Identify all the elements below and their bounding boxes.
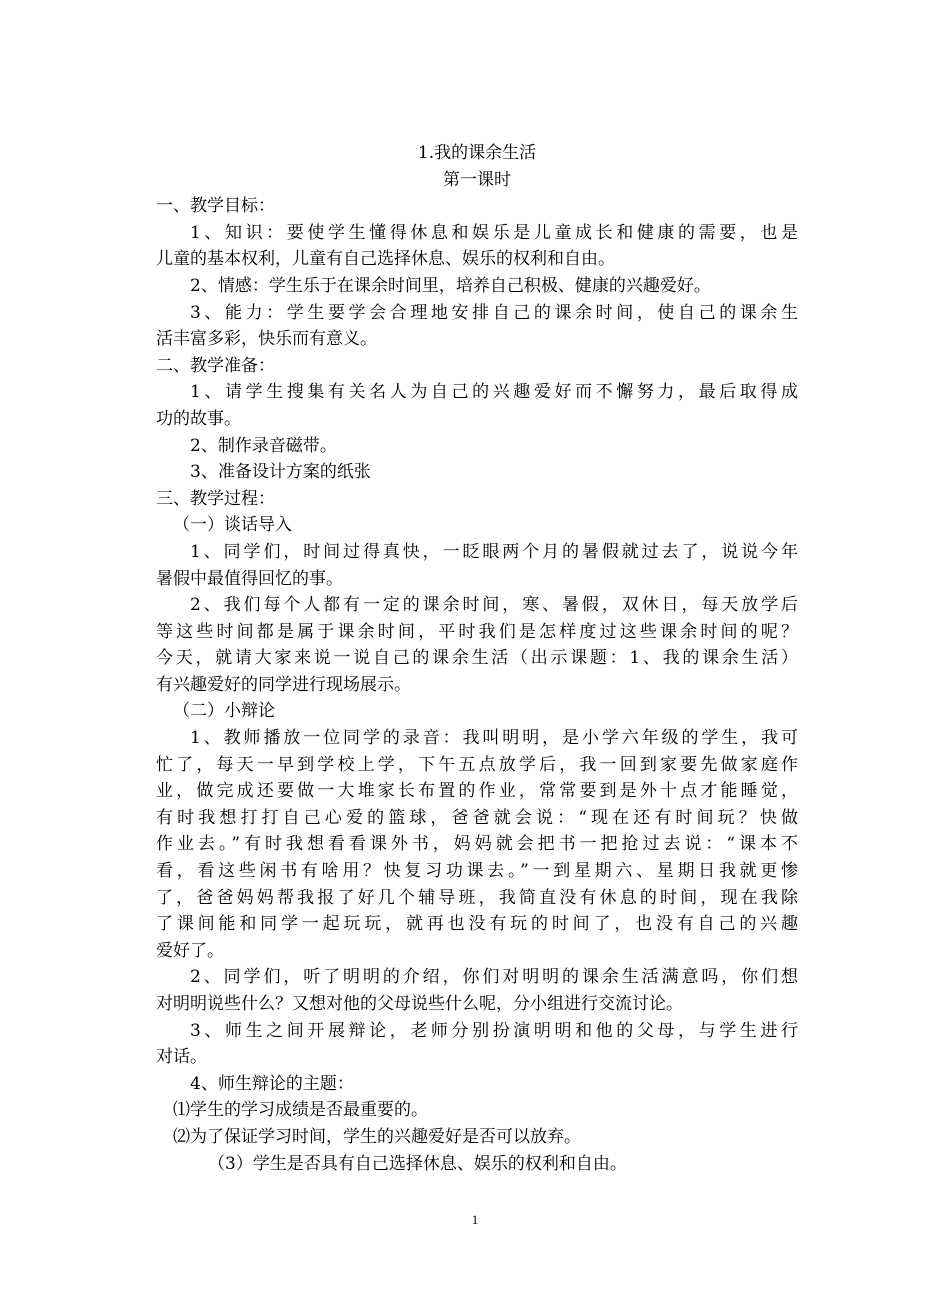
paragraph-line: 儿童的基本权利，儿童有自己选择休息、娱乐的权利和自由。 — [156, 249, 615, 270]
paragraph-line: 3、师生之间开展辩论，老师分别扮演明明和他的父母，与学生进行 — [190, 1020, 798, 1041]
paragraph-line: 有时我想打打自己心爱的篮球，爸爸就会说：“现在还有时间玩？快做 — [156, 807, 798, 828]
paragraph-line: 作业去。”有时我想看看课外书，妈妈就会把书一把抢过去说：“课本不 — [156, 834, 798, 855]
paragraph-line: 对明明说些什么？又想对他的父母说些什么呢，分小组进行交流讨论。 — [156, 994, 683, 1014]
document-subtitle: 第一课时 — [443, 169, 511, 190]
paragraph-line: 3、能力：学生要学会合理地安排自己的课余时间，使自己的课余生 — [190, 302, 798, 323]
paragraph-line: 了，爸爸妈妈帮我报了好几个辅导班，我简直没有休息的时间，现在我除 — [156, 887, 798, 908]
paragraph-line: 忙了，每天一早到学校上学，下午五点放学后，我一回到家要先做家庭作 — [156, 754, 798, 775]
paragraph-line: 1、知识：要使学生懂得休息和娱乐是儿童成长和健康的需要，也是 — [190, 222, 798, 243]
subsection-heading: （二）小辩论 — [173, 701, 275, 722]
paragraph-line: 4、师生辩论的主题： — [190, 1073, 354, 1094]
paragraph-line: 暑假中最值得回忆的事。 — [156, 568, 343, 589]
paragraph-line: 3、准备设计方案的纸张 — [190, 462, 371, 483]
section-heading: 二、教学准备： — [156, 355, 275, 376]
paragraph-line: 对话。 — [156, 1047, 207, 1068]
paragraph-line: 有兴趣爱好的同学进行现场展示。 — [156, 674, 411, 695]
list-item: ⑵为了保证学习时间，学生的兴趣爱好是否可以放弃。 — [173, 1126, 581, 1147]
page-number: 1 — [471, 1212, 479, 1227]
section-heading: 三、教学过程： — [156, 488, 275, 509]
paragraph-line: 1、同学们，时间过得真快，一眨眼两个月的暑假就过去了，说说今年 — [190, 541, 798, 562]
list-item: （3）学生是否具有自己选择休息、娱乐的权利和自由。 — [208, 1153, 627, 1174]
paragraph-line: 2、同学们，听了明明的介绍，你们对明明的课余生活满意吗，你们想 — [190, 967, 798, 988]
paragraph-line: 爱好了。 — [156, 940, 224, 961]
list-item: ⑴学生的学习成绩是否最重要的。 — [173, 1100, 428, 1121]
subsection-heading: （一）谈话导入 — [173, 515, 292, 536]
paragraph-line: 活丰富多彩，快乐而有意义。 — [156, 329, 377, 350]
paragraph-line: 业，做完成还要做一大堆家长布置的作业，常常要到是外十点才能睡觉， — [156, 781, 798, 802]
paragraph-line: 了课间能和同学一起玩玩，就再也没有玩的时间了，也没有自己的兴趣 — [156, 914, 798, 935]
paragraph-line: 功的故事。 — [156, 408, 241, 429]
paragraph-line: 等这些时间都是属于课余时间，平时我们是怎样度过这些课余时间的呢？ — [156, 621, 798, 642]
paragraph-line: 2、情感：学生乐于在课余时间里，培养自己积极、健康的兴趣爱好。 — [190, 275, 711, 296]
paragraph-line: 2、我们每个人都有一定的课余时间，寒、暑假，双休日，每天放学后 — [190, 595, 798, 616]
document-title: 1.我的课余生活 — [417, 143, 537, 163]
paragraph-line: 2、制作录音磁带。 — [190, 435, 337, 456]
document-body — [156, 140, 798, 1177]
paragraph-line: 1、请学生搜集有关名人为自己的兴趣爱好而不懈努力，最后取得成 — [190, 382, 798, 403]
paragraph-line: 1、教师播放一位同学的录音：我叫明明，是小学六年级的学生，我可 — [190, 728, 798, 749]
paragraph-line: 看，看这些闲书有啥用？快复习功课去。”一到星期六、星期日我就更惨 — [156, 861, 798, 882]
paragraph-line: 今天，就请大家来说一说自己的课余生活（出示课题：1、我的课余生活） — [156, 648, 798, 669]
section-heading: 一、教学目标： — [156, 196, 275, 217]
